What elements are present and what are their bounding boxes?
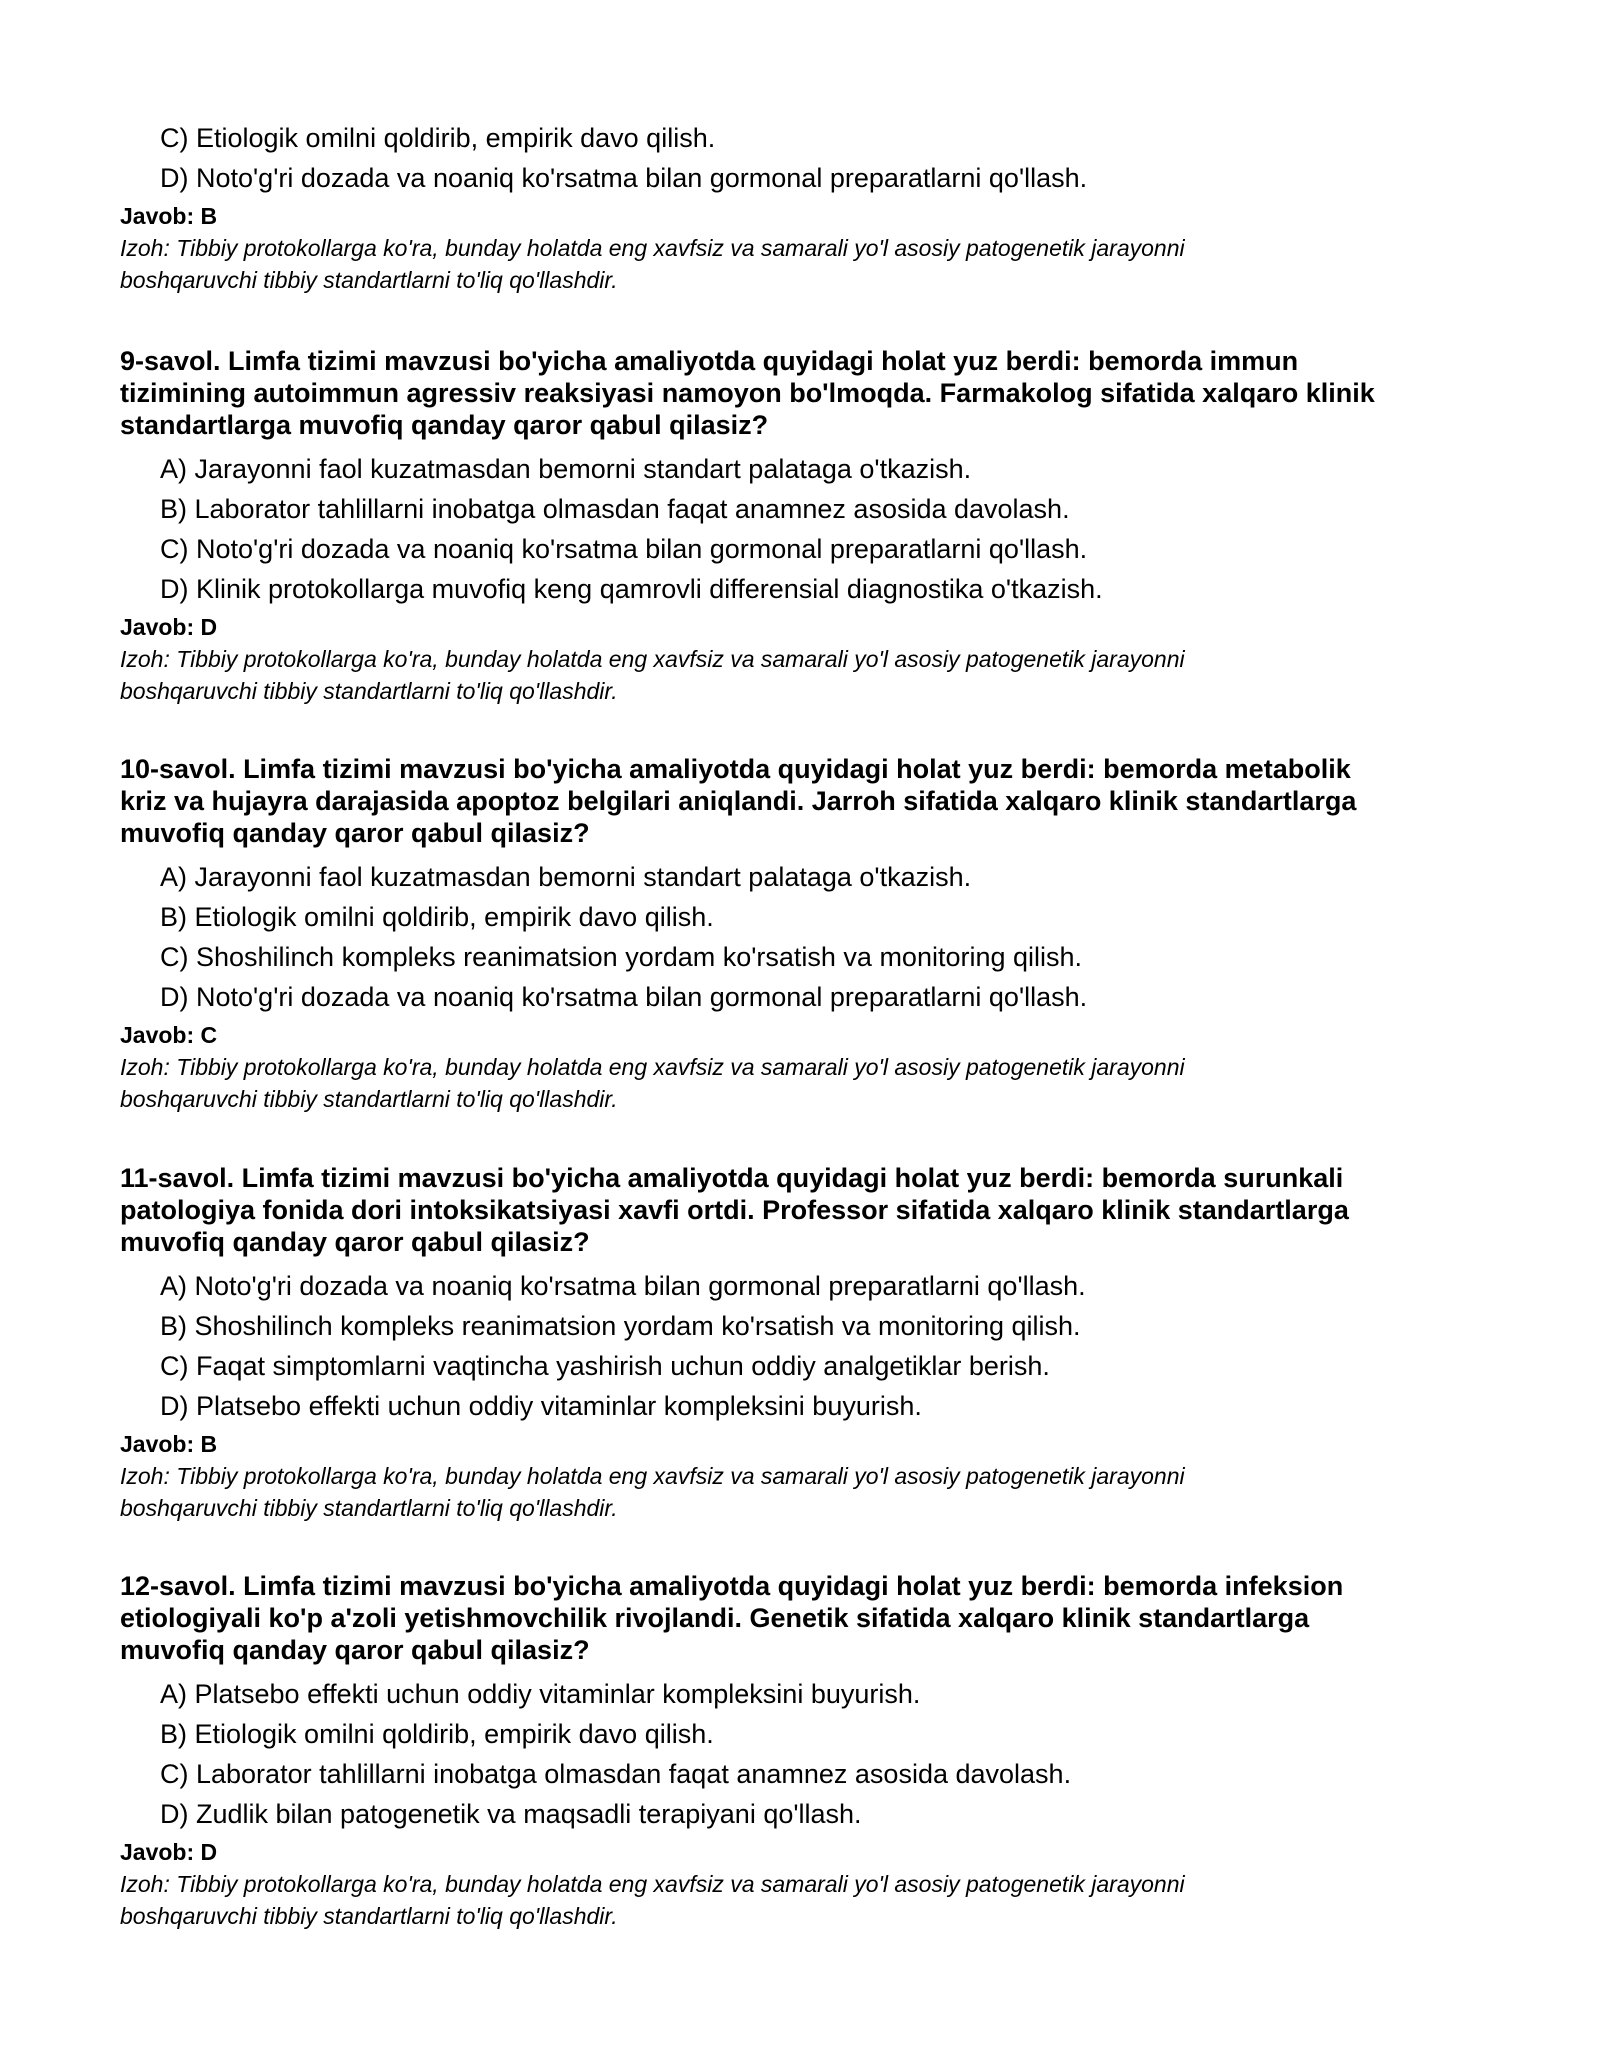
question-8-continuation — [120, 118, 1480, 296]
explanation-line-2: boshqaruvchi tibbiy standartlarni to'liq qo'llashdir. — [120, 1495, 618, 1521]
explanation-note — [120, 1051, 1480, 1115]
explanation-line-2: boshqaruvchi tibbiy standartlarni to'liq qo'llashdir. — [120, 1903, 618, 1929]
option-c: C) Shoshilinch kompleks reanimatsion yordam ko'rsatish va monitoring qilish. — [160, 942, 1083, 972]
question-10 — [120, 753, 1480, 1115]
explanation-line-1: Izoh: Tibbiy protokollarga ko'ra, bunday holatda eng xavfsiz va samarali yo'l asosiy patogenetik jarayonni — [120, 1463, 1185, 1489]
explanation-line-2: boshqaruvchi tibbiy standartlarni to'liq qo'llashdir. — [120, 1086, 618, 1112]
question-title — [120, 753, 1480, 849]
question-title-line-2: etiologiyali ko'p a'zoli yetishmovchilik rivojlandi. Genetik sifatida xalqaro klinik standartlarga — [120, 1603, 1310, 1633]
question-title-line-2: kriz va hujayra darajasida apoptoz belgilari aniqlandi. Jarroh sifatida xalqaro klinik standartlarga — [120, 786, 1357, 816]
explanation-note — [120, 232, 1480, 296]
answer-label: Javob: D — [120, 614, 218, 640]
explanation-line-1: Izoh: Tibbiy protokollarga ko'ra, bunday holatda eng xavfsiz va samarali yo'l asosiy patogenetik jarayonni — [120, 1054, 1185, 1080]
question-title — [120, 1162, 1480, 1258]
option-c: C) Laborator tahlillarni inobatga olmasdan faqat anamnez asosida davolash. — [160, 1759, 1072, 1789]
answer-label: Javob: D — [120, 1839, 218, 1865]
explanation-line-2: boshqaruvchi tibbiy standartlarni to'liq qo'llashdir. — [120, 267, 618, 293]
option-a: A) Noto'g'ri dozada va noaniq ko'rsatma bilan gormonal preparatlarni qo'llash. — [160, 1271, 1086, 1301]
question-title-line-3: standartlarga muvofiq qanday qaror qabul qilasiz? — [120, 410, 769, 440]
question-9 — [120, 345, 1480, 707]
explanation-line-1: Izoh: Tibbiy protokollarga ko'ra, bunday holatda eng xavfsiz va samarali yo'l asosiy patogenetik jarayonni — [120, 1871, 1185, 1897]
option-b: B) Laborator tahlillarni inobatga olmasdan faqat anamnez asosida davolash. — [160, 494, 1070, 524]
option-a: A) Jarayonni faol kuzatmasdan bemorni standart palataga o'tkazish. — [160, 454, 972, 484]
explanation-line-1: Izoh: Tibbiy protokollarga ko'ra, bunday holatda eng xavfsiz va samarali yo'l asosiy patogenetik jarayonni — [120, 235, 1185, 261]
answer-label: Javob: C — [120, 1022, 218, 1048]
answer-label: Javob: B — [120, 203, 218, 229]
question-title-line-2: tizimining autoimmun agressiv reaksiyasi namoyon bo'lmoqda. Farmakolog sifatida xalqaro klinik — [120, 378, 1375, 408]
explanation-line-2: boshqaruvchi tibbiy standartlarni to'liq qo'llashdir. — [120, 678, 618, 704]
question-title — [120, 1570, 1480, 1666]
option-a: A) Platsebo effekti uchun oddiy vitaminlar kompleksini buyurish. — [160, 1679, 921, 1709]
option-d: D) Klinik protokollarga muvofiq keng qamrovli differensial diagnostika o'tkazish. — [160, 574, 1103, 604]
question-title-line-1: 11-savol. Limfa tizimi mavzusi bo'yicha amaliyotda quyidagi holat yuz berdi: bemorda surunkali — [120, 1163, 1344, 1193]
explanation-note — [120, 1868, 1480, 1932]
question-title-line-3: muvofiq qanday qaror qabul qilasiz? — [120, 1227, 590, 1257]
question-title-line-2: patologiya fonida dori intoksikatsiyasi xavfi ortdi. Professor sifatida xalqaro klinik standartlarga — [120, 1195, 1349, 1225]
option-d: D) Zudlik bilan patogenetik va maqsadli terapiyani qo'llash. — [160, 1799, 862, 1829]
explanation-line-1: Izoh: Tibbiy protokollarga ko'ra, bunday holatda eng xavfsiz va samarali yo'l asosiy patogenetik jarayonni — [120, 646, 1185, 672]
question-12 — [120, 1570, 1480, 1932]
option-c: C) Faqat simptomlarni vaqtincha yashirish uchun oddiy analgetiklar berish. — [160, 1351, 1050, 1381]
answer-label: Javob: B — [120, 1431, 218, 1457]
question-title-line-1: 12-savol. Limfa tizimi mavzusi bo'yicha amaliyotda quyidagi holat yuz berdi: bemorda infeksion — [120, 1571, 1344, 1601]
option-d: D) Platsebo effekti uchun oddiy vitaminlar kompleksini buyurish. — [160, 1391, 922, 1421]
option-c: C) Noto'g'ri dozada va noaniq ko'rsatma bilan gormonal preparatlarni qo'llash. — [160, 534, 1088, 564]
option-d: D) Noto'g'ri dozada va noaniq ko'rsatma bilan gormonal preparatlarni qo'llash. — [160, 163, 1088, 193]
option-b: B) Etiologik omilni qoldirib, empirik davo qilish. — [160, 902, 714, 932]
question-title-line-1: 10-savol. Limfa tizimi mavzusi bo'yicha amaliyotda quyidagi holat yuz berdi: bemorda metabolik — [120, 754, 1351, 784]
question-title-line-1: 9-savol. Limfa tizimi mavzusi bo'yicha amaliyotda quyidagi holat yuz berdi: bemorda immun — [120, 346, 1299, 376]
option-d: D) Noto'g'ri dozada va noaniq ko'rsatma bilan gormonal preparatlarni qo'llash. — [160, 982, 1088, 1012]
question-title-line-3: muvofiq qanday qaror qabul qilasiz? — [120, 818, 590, 848]
explanation-note — [120, 643, 1480, 707]
explanation-note — [120, 1460, 1480, 1524]
option-c: C) Etiologik omilni qoldirib, empirik davo qilish. — [160, 123, 716, 153]
question-11 — [120, 1162, 1480, 1524]
question-title-line-3: muvofiq qanday qaror qabul qilasiz? — [120, 1635, 590, 1665]
option-b: B) Etiologik omilni qoldirib, empirik davo qilish. — [160, 1719, 714, 1749]
question-title — [120, 345, 1480, 441]
option-a: A) Jarayonni faol kuzatmasdan bemorni standart palataga o'tkazish. — [160, 862, 972, 892]
option-b: B) Shoshilinch kompleks reanimatsion yordam ko'rsatish va monitoring qilish. — [160, 1311, 1081, 1341]
